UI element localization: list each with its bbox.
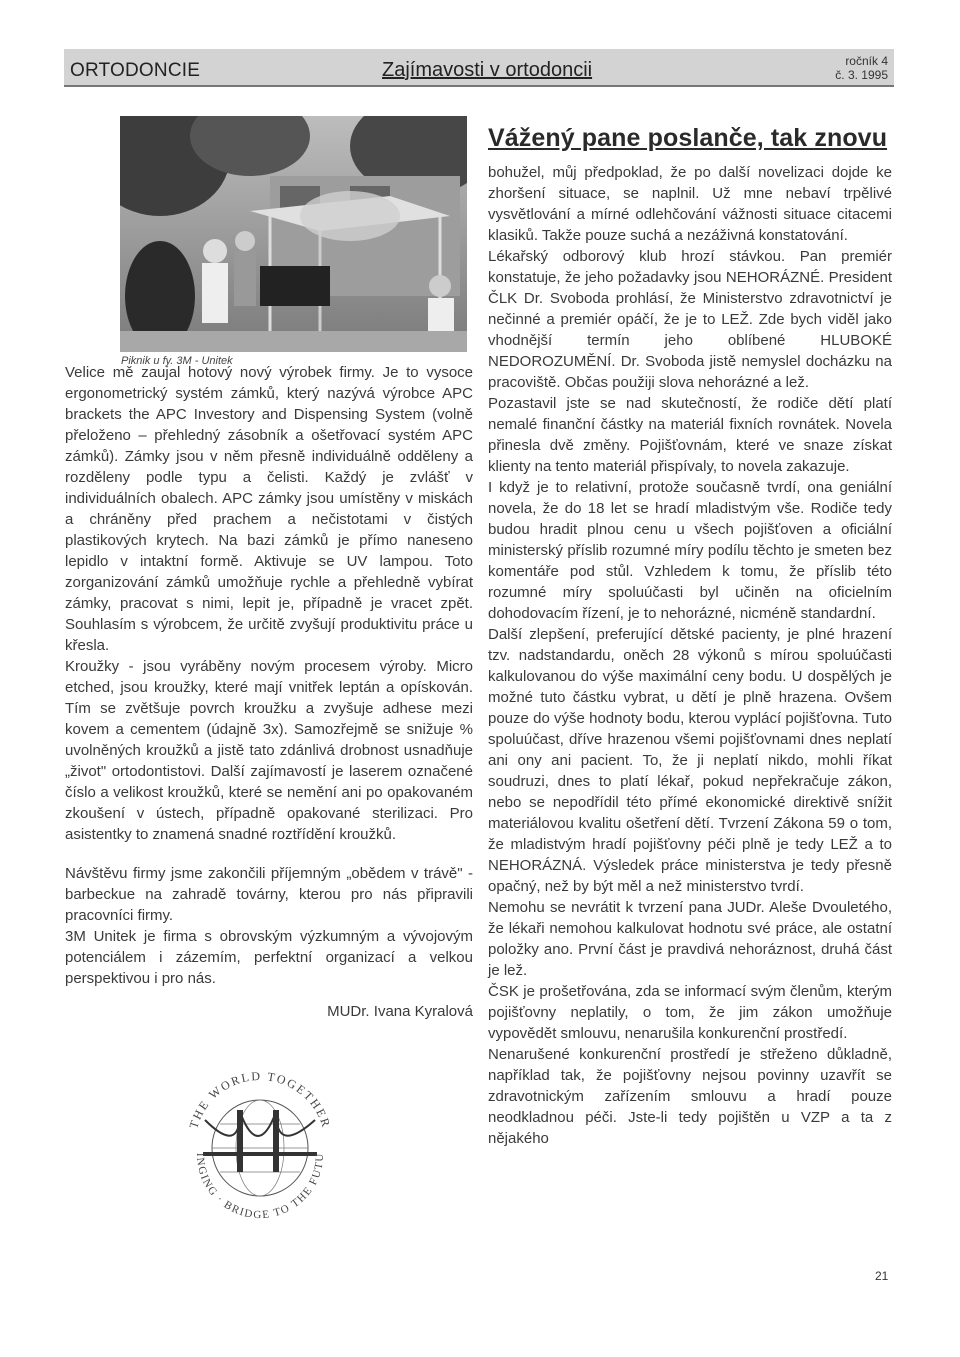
paragraph: 3M Unitek je firma s obrovským výzkumným a vývojovým potenciálem i zázemím, perfektní organizací a velkou perspektivou i pro nás. <box>65 928 473 987</box>
volume-label: ročník 4 <box>845 54 888 68</box>
paragraph: Velice mě zaujal hotový nový výrobek firmy. Je to vysoce ergonometrický systém zámků, který nazývá výrobce APC brackets the APC Investory and Dispensing System (volně přeloženo – přehledný zásobník a ošetřovací systém APC zámků). Zámky jsou v něm přesně individuálně odděleny a rozděleny podle typu a čelisti. Každý je zvlášť v individuálních obalech. APC zámky jsou umístěny v miskách a chráněny před prachem a nečistotami v čistých plastikových krytech. Na bazi zámků je přímo naneseno lepidlo v intaktní formě. Aktivuje se UV lampou. Toto zorganizování zámků umožňuje rychle a přehledně vybírat zámky, pracovat s nimi, lepit je, případně je vracet zpět. Souhlasím s výrobcem, že určitě zvyšují produktivitu práce u křesla. <box>65 364 473 654</box>
right-column <box>488 162 892 1149</box>
bridge-logo <box>175 1060 345 1220</box>
article-title: Vážený pane poslanče, tak znovu <box>488 124 888 152</box>
paragraph: I když je to relativní, protože současně tvrdí, ona geniální novela, že do 18 let se hradí mladistvým vše. Rodiče tedy budou hradit plnou cenu u všech pojišťoven a oficiální ministerský příslib rozumné míry podílu těchto je smeten bez komentáře pod stůl. Vzhledem k tomu, že příslib této rozumné míry spoluúčasti byl učiněn na oficielním dohodovacím řízení, je to nehorázné, nicméně standardní. <box>488 479 892 622</box>
author-signature: MUDr. Ivana Kyralová <box>327 1003 473 1020</box>
paragraph: Nemohu se nevrátit k tvrzení pana JUDr. Aleše Dvouletého, že lékaři nemohou kalkulovat hodnotu své práce, ale ostatní položky ano. První část je pravdivá nehoráznost, druhá část je lež. <box>488 899 892 979</box>
issue-info <box>835 54 888 82</box>
left-column <box>65 362 473 1022</box>
paragraph: Pozastavil jste se nad skutečností, že rodiče dětí platí nemalé finanční částky na materiál fixních rovnátek. Novela přinesla dvě změny. Pojišťovnám, které ve snaze získat klienty na tento materiál přispívaly, to novela zakazuje. <box>488 395 892 475</box>
header-title: Zajímavosti v ortodoncii <box>382 59 593 81</box>
paragraph: Návštěvu firmy jsme zakončili příjemným „obědem v trávě" - barbeckue na zahradě továrny, kterou pro nás připravili pracovníci firmy. <box>65 865 473 924</box>
page-number: 21 <box>875 1269 889 1283</box>
section-name: ORTODONCIE <box>70 60 201 81</box>
paragraph: ČSK je prošetřována, zda se informací svým členům, kterým pojišťovny neplatily, o tom, že jim zákon umožňuje vypovědět smlouvu, nenarušila konkurenční prostředí. <box>488 983 892 1042</box>
page-header <box>64 49 894 87</box>
paragraph: Kroužky - jsou vyráběny novým procesem výroby. Micro etched, jsou kroužky, které mají vnitřek leptán a opískován. Tím se zvětšuje povrch kroužku a zvyšuje adhese mezi kovem a cementem (údajně 3x). Samozřejmě se snižuje % uvolněných kroužků a jistě tato zdánlivá drobnost usnadňuje „život" ortodontistovi. Další zajímavostí je laserem označené číslo a velikost kroužků, které se nemění ani po opakovaném zkoušení v ústech, případně opakované sterilizaci. Pro asistentky to znamená snadné roztřídění kroužků. <box>65 658 473 843</box>
photo-caption: Piknik u fy. 3M - Unitek <box>121 355 233 367</box>
picnic-photo <box>120 116 467 352</box>
logo-text-top: THE WORLD TOGETHER <box>186 1068 334 1131</box>
paragraph: Lékařský odborový klub hrozí stávkou. Pan premiér konstatuje, že jeho požadavky jsou NEHORÁZNÉ. President ČLK Dr. Svoboda prohlásí, že Ministerstvo zdravotnictví je nečinné a premiér opáčí, že je to LEŽ. Zde bych viděl jako vhodnější termín jeho oblíbené HLUBOKÉ NEDOROZUMĚNÍ. Dr. Svoboda jistě nemyslel docházku na pracoviště. Občas použiji slova nehorázné a lež. <box>488 248 892 391</box>
paragraph: Nenarušené konkurenční prostředí je střeženo důkladně, například tak, že pojišťovny nejsou povinny uzavřít se zdravotnickým zařízením smlouvu a hradí pouze neodkladnou péči. Jste-li tedy pojištěn u VZP a ta z nějakého <box>488 1046 892 1147</box>
bridge-logo-icon <box>175 1060 345 1220</box>
issue-label: č. 3. 1995 <box>835 68 888 82</box>
paragraph: bohužel, můj předpoklad, že po další novelizaci dojde ke zhoršení situace, se naplnil. Už mne nebaví trpělivé vysvětlování a mírné odlehčování vážnosti situace citacemi klasiků. Takže pouze suchá a nezáživná konstatování. <box>488 164 892 244</box>
picnic-photo-image <box>120 116 467 352</box>
paragraph: Další zlepšení, preferující dětské pacienty, je plné hrazení tzv. nadstandardu, oněch 28 výkonů s mírou spoluúčasti kalkulovanou do výše maximální ceny bodu. U dospělých je možné tuto částku vybrat, u dětí je plně hrazena. Ovšem pouze do výše hodnoty bodu, kterou vyplácí pojišťovna. Tuto spoluúčast, dříve hrazenou všemi pojišťovnami dnes neplatí ani ony ani pacient. To, že ji neplatí nikdo, mohli říkat soudruzi, dnes to platí lékař, pokud nepřekračuje zákon, nebo se nepodřídil této přímé ekonomické direktivě snížit materiálovou kvalitu ošetření dětí. Tvrzení Zákona 59 o tom, že mladistvým hradí pojišťovny péči plně je tedy LEŽ a to NEHORÁZNÁ. Výsledek práce ministerstva je tedy přesně opačný, než by být měl a než ministerstvo tvrdí. <box>488 626 892 895</box>
logo-text-bottom: INGING · BRIDGE TO THE FUTU <box>193 1151 327 1220</box>
